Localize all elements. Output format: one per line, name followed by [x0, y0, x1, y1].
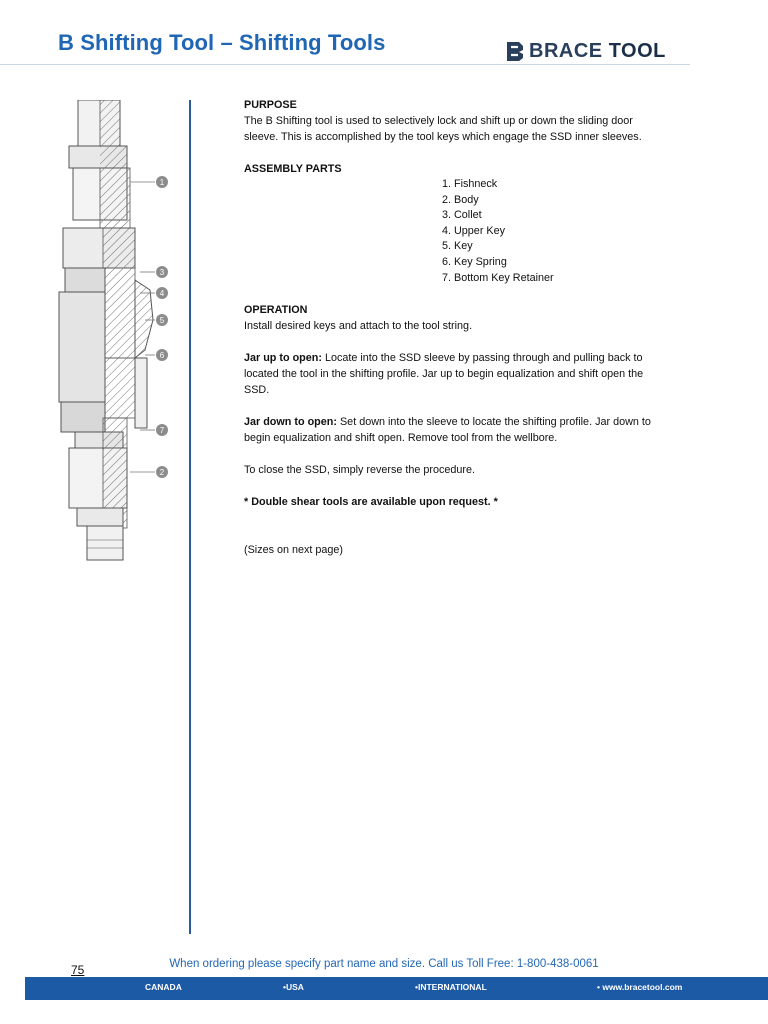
page-title: B Shifting Tool – Shifting Tools [58, 30, 386, 55]
logo-word-brace: BRACE [529, 39, 603, 62]
tool-cross-section-drawing [45, 100, 180, 570]
ordering-note: When ordering please specify part name and size. Call us Toll Free: 1-800-438-0061 [169, 958, 599, 970]
list-item: 2. Body [442, 193, 479, 206]
list-item: 3. Collet [442, 209, 482, 222]
callout-3 [156, 266, 168, 278]
jar-down-paragraph [244, 414, 664, 446]
assembly-heading: ASSEMBLY PARTS [244, 163, 342, 175]
svg-text:6: 6 [159, 351, 165, 360]
footer-international: •INTERNATIONAL [415, 982, 487, 992]
jar-up-text: Locate into the SSD sleeve by passing through and pulling back to located the tool in the shifting profile. Jar up to begin equalization and shift open the SSD. [244, 352, 644, 397]
double-shear-note: * Double shear tools are available upon request. * [244, 496, 498, 509]
callout-5 [156, 314, 168, 326]
operation-heading: OPERATION [244, 304, 308, 317]
footer-website-link[interactable]: • www.bracetool.com [597, 982, 683, 992]
svg-text:5: 5 [159, 316, 165, 325]
callout-7 [156, 424, 168, 436]
purpose-heading: PURPOSE [244, 99, 297, 111]
jar-down-text: Set down into the sleeve to locate the shifting profile. Jar down to begin equalization and shift open. Remove tool from the wellbore. [244, 416, 651, 445]
callout-2 [156, 466, 168, 478]
callout-4 [156, 287, 168, 299]
close-text: To close the SSD, simply reverse the procedure. [244, 464, 476, 477]
header-divider [0, 64, 690, 65]
callout-1 [156, 176, 168, 188]
svg-text:2: 2 [159, 468, 165, 477]
list-item: 1. Fishneck [442, 178, 498, 190]
purpose-text: The B Shifting tool is used to selectively lock and shift up or down the sliding door sleeve. This is accomplished by the tool keys which engage the SSD inner sleeves. [244, 115, 642, 143]
page-number: 75 [71, 963, 85, 977]
jar-up-paragraph [244, 350, 664, 398]
list-item: 6. Key Spring [442, 255, 507, 268]
jar-up-lead: Jar up to open: [244, 352, 322, 365]
list-item: 7. Bottom Key Retainer [442, 271, 554, 284]
brace-tool-logo [505, 38, 666, 64]
operation-text: Install desired keys and attach to the tool string. [244, 320, 473, 333]
column-divider [189, 100, 191, 934]
list-item: 5. Key [442, 240, 473, 253]
brace-tool-logo-icon [505, 40, 525, 62]
logo-word-tool: TOOL [608, 39, 666, 62]
sizes-note: (Sizes on next page) [244, 544, 344, 557]
svg-text:1: 1 [159, 178, 165, 187]
main-content [244, 97, 664, 558]
footer-bar [25, 977, 768, 1000]
svg-text:7: 7 [159, 426, 165, 435]
footer-usa: •USA [283, 982, 304, 992]
jar-down-lead: Jar down to open: [244, 416, 337, 429]
callout-6 [156, 349, 168, 361]
footer-canada: CANADA [145, 982, 182, 992]
assembly-parts-list [442, 177, 664, 286]
svg-text:3: 3 [159, 268, 165, 277]
list-item: 4. Upper Key [442, 224, 506, 237]
svg-text:4: 4 [159, 289, 165, 298]
